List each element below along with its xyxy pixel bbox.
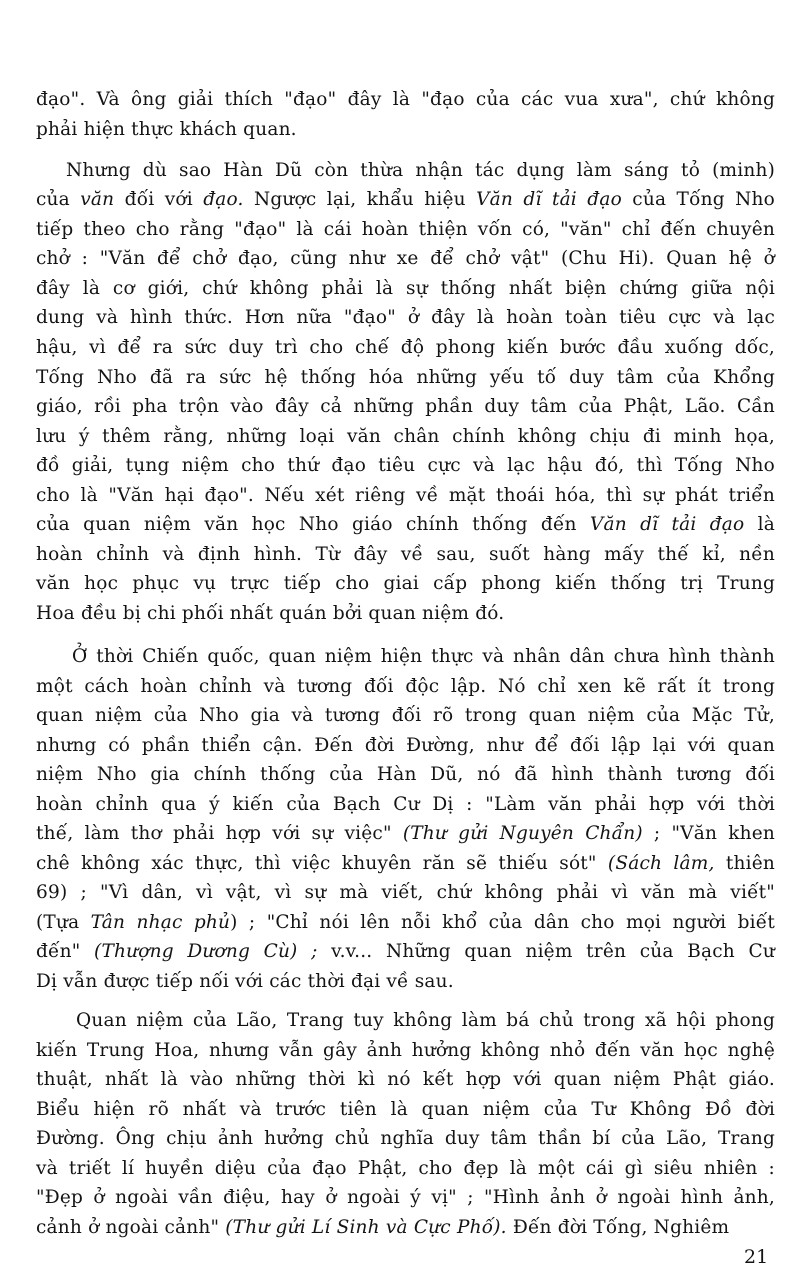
text-line [36,277,775,301]
text-line [36,940,775,964]
text-line [36,704,775,728]
text-line [36,602,504,626]
text-line [36,484,775,508]
text-line [36,675,775,699]
text-run: giáo, rồi pha trộn vào đây cả những phần duy tâm của Phật, Lão. Cần [36,396,775,417]
text-line [72,645,775,669]
text-run: của quan niệm văn học Nho giáo chính thống đến [36,514,590,535]
text-run: một cách hoàn chỉnh và tương đối độc lập. Nó chỉ xen kẽ rất ít trong [36,676,775,697]
text-line [36,793,775,817]
text-line [36,572,775,596]
text-run: Đến đời Tống, Nghiêm [506,1217,730,1238]
text-line [36,454,775,478]
text-line [36,911,775,935]
text-run: v.v... Những quan niệm trên của Bạch Cư [317,941,775,962]
text-line [36,1068,775,1092]
text-line [36,1127,775,1151]
text-run: niệm Nho gia chính thống của Hàn Dũ, nó đã hình thành tương đối [36,764,775,785]
text-run: dung và hình thức. Hơn nữa "đạo" ở đây là hoàn toàn tiêu cực và lạc [36,307,775,328]
text-run: Quan niệm của Lão, Trang tuy không làm bá chủ trong xã hội phong [76,1010,775,1031]
italic-text: (Thư gửi Lí Sinh và Cực Phố). [225,1217,507,1238]
text-line [36,118,297,142]
text-run: kiến Trung Hoa, nhưng vẫn gây ảnh hưởng không nhỏ đến văn học nghệ [36,1040,775,1061]
text-line [36,513,775,537]
text-line [36,852,775,876]
text-run: chê không xác thực, thì việc khuyên răn sẽ thiếu sót" [36,853,608,874]
text-run: Đường. Ông chịu ảnh hưởng chủ nghĩa duy tâm thần bí của Lão, Trang [36,1128,775,1149]
text-run: phải hiện thực khách quan. [36,119,297,140]
text-run: thế, làm thơ phải hợp với sự việc" [36,823,403,844]
text-run: quan niệm của Nho gia và tương đối rõ trong quan niệm của Mặc Tử, [36,705,775,726]
text-run: Ở thời Chiến quốc, quan niệm hiện thực và nhân dân chưa hình thành [72,646,775,667]
text-run: nhưng có phần thiển cận. Đến đời Đường, như để đối lập lại với quan [36,735,775,756]
text-run: cảnh ở ngoài cảnh" [36,1217,226,1238]
text-line [36,1157,775,1181]
text-run: cho là "Văn hại đạo". Nếu xét riêng về mặt thoái hóa, thì sự phát triển [36,485,775,506]
text-run: "Đẹp ở ngoài vần điệu, hay ở ngoài ý vị" ; "Hình ảnh ở ngoài hình ảnh, [36,1187,775,1208]
text-run: ; "Văn khen [642,823,775,844]
text-run: thiên [714,853,775,874]
text-run: thuật, nhất là vào những thời kì nó kết hợp với quan niệm Phật giáo. [36,1069,775,1090]
text-line [36,366,775,390]
text-line [36,734,775,758]
text-line [36,247,775,271]
text-line [36,306,775,330]
text-run: Ngược lại, khẩu hiệu [243,189,477,210]
italic-text: văn [80,189,115,210]
text-run: Biểu hiện rõ nhất và trước tiên là quan niệm của Tư Không Đồ đời [36,1099,775,1120]
text-run: lưu ý thêm rằng, những loại văn chân chính không chịu đi minh họa, [36,426,775,447]
text-line [36,88,775,112]
text-run: của Tống Nho [621,189,775,210]
text-line [36,1039,775,1063]
text-run: đối với [114,189,204,210]
text-run: chở : "Văn để chở đạo, cũng như xe để chở vật" (Chu Hi). Quan hệ ở [36,248,775,269]
text-line [36,1216,729,1240]
text-run: tiếp theo cho rằng "đạo" là cái hoàn thiện vốn có, "văn" chỉ đến chuyên [36,219,775,240]
text-line [36,188,775,212]
text-run: hoàn chỉnh và định hình. Từ đây về sau, suốt hàng mấy thế kỉ, nền [36,544,775,565]
text-run: (Tựa [36,912,91,933]
italic-text: (Thư gửi Nguyên Chẩn) [402,823,643,844]
text-line [36,425,775,449]
text-run: là [744,514,775,535]
text-line [36,763,775,787]
text-run: đến" [36,941,95,962]
text-run: văn học phục vụ trực tiếp cho giai cấp phong kiến thống trị Trung [36,573,775,594]
text-run: Hoa đều bị chi phối nhất quán bởi quan niệm đó. [36,603,505,624]
text-line [36,336,775,360]
italic-text: (Sách lâm, [607,853,715,874]
text-run: Dị vẫn được tiếp nối với các thời đại về sau. [36,971,454,992]
text-run: hoàn chỉnh qua ý kiến của Bạch Cư Dị : "Làm văn phải hợp với thời [36,794,775,815]
text-run: ) ; "Chỉ nói lên nỗi khổ của dân cho mọi người biết [230,912,775,933]
text-run: đạo". Và ông giải thích "đạo" đây là "đạo của các vua xưa", chứ không [36,89,775,110]
text-line [36,1186,775,1210]
italic-text: (Thượng Dương Cù) ; [94,941,318,962]
text-run: Tống Nho đã ra sức hệ thống hóa những yếu tố duy tâm của Khổng [36,367,775,388]
text-run: và triết lí huyền diệu của đạo Phật, cho đẹp là một cái gì siêu nhiên : [36,1158,775,1179]
text-run: hậu, vì để ra sức duy trì cho chế độ phong kiến bước đầu xuống dốc, [36,337,775,358]
text-line [66,159,775,183]
text-run: của [36,189,81,210]
text-run: đồ giải, tụng niệm cho thứ đạo tiêu cực và lạc hậu đó, thì Tống Nho [36,455,775,476]
text-line [76,1009,775,1033]
page-number: 21 [744,1246,769,1268]
text-run: 69) ; "Vì dân, vì vật, vì sự mà viết, chứ không phải vì văn mà viết" [36,882,775,903]
text-line [36,881,775,905]
text-line [36,822,775,846]
text-line [36,1098,775,1122]
text-line [36,218,775,242]
text-line [36,395,775,419]
italic-text: Văn dĩ tải đạo [476,189,622,210]
text-line [36,970,454,994]
italic-text: đạo. [203,189,244,210]
italic-text: Tân nhạc phủ [90,912,231,933]
italic-text: Văn dĩ tải đạo [589,514,745,535]
text-run: đây là cơ giới, chứ không phải là sự thống nhất biện chứng giữa nội [36,278,775,299]
text-line [36,543,775,567]
text-run: Nhưng dù sao Hàn Dũ còn thừa nhận tác dụng làm sáng tỏ (minh) [66,160,775,181]
